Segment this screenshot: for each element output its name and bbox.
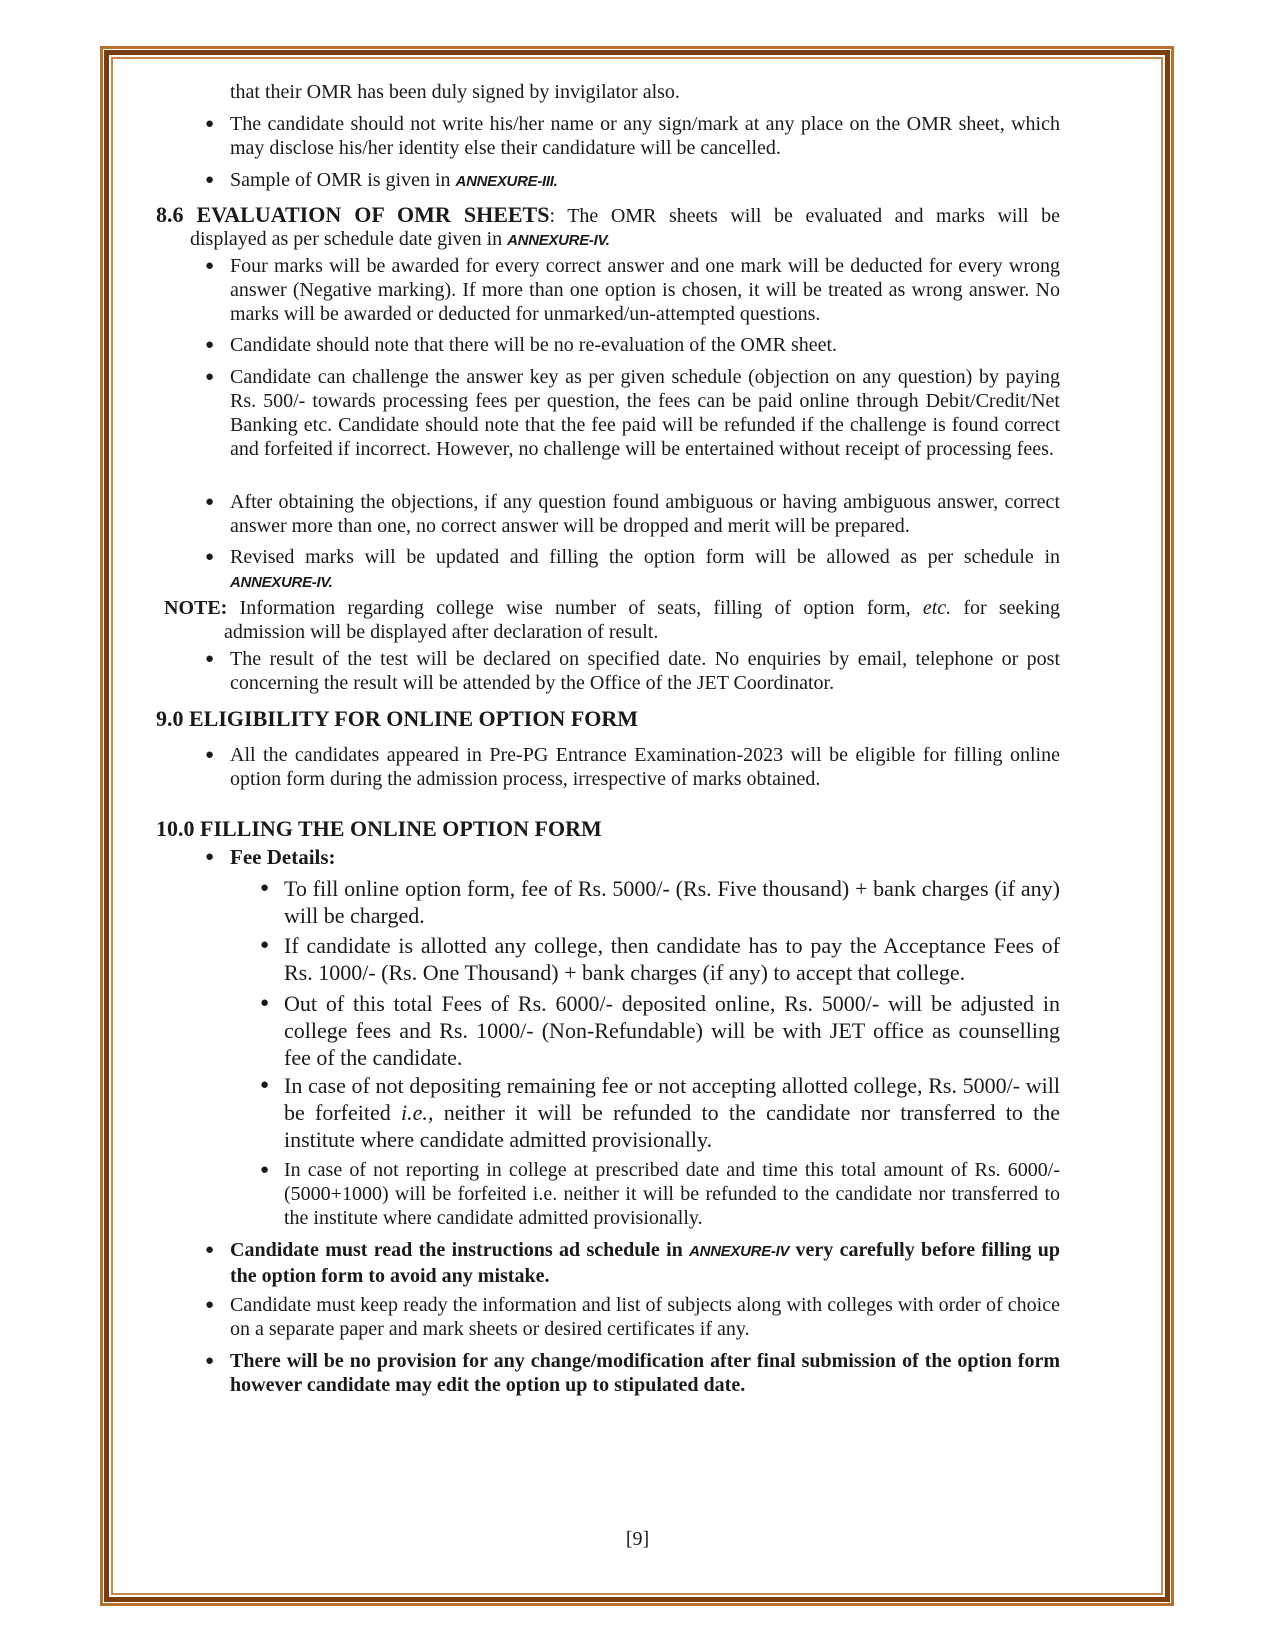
- eval-bullet-objections: After obtaining the objections, if any question found ambiguous or having ambiguous answer, correct answer more than one, no correct answer will be dropped and merit will be prepared.: [230, 491, 1060, 537]
- section-8-6-intro-line2: displayed as per schedule date given in ANNEXURE-IV.: [190, 228, 610, 250]
- note-line1: NOTE: Information regarding college wise number of seats, filling of option form, etc. for seeking: [164, 597, 1060, 619]
- fee-bullet-forfeit: In case of not depositing remaining fee or not accepting allotted college, Rs. 5000/- will be forfeited i.e., neither it will be refunded to the candidate nor transferred to the institute where candidate admitted provisionally.: [284, 1073, 1061, 1152]
- bullet-icon: ●: [205, 849, 215, 865]
- omr-bullet-identity: The candidate should not write his/her name or any sign/mark at any place on the OMR sheet, which may disclose his/her identity else their candidature will be cancelled.: [230, 113, 1060, 159]
- fee-bullet-total: Out of this total Fees of Rs. 6000/- deposited online, Rs. 5000/- will be adjusted in college fees and Rs. 1000/- (Non-Refundable) will be with JET office as counselling fee of the candidate.: [284, 991, 1060, 1070]
- section-8-6-heading: 8.6 EVALUATION OF OMR SHEETS: [156, 202, 550, 227]
- section-10-heading: 10.0 FILLING THE ONLINE OPTION FORM: [156, 816, 602, 841]
- note-bullet-result: The result of the test will be declared on specified date. No enquiries by email, telephone or post concerning the result will be attended by the Office of the JET Coordinator.: [230, 648, 1060, 694]
- bullet-icon: ●: [205, 1242, 215, 1258]
- fee-bullet-option-form: To fill online option form, fee of Rs. 5000/- (Rs. Five thousand) + bank charges (if any) will be charged.: [284, 876, 1060, 928]
- section-8-6-intro: 8.6 EVALUATION OF OMR SHEETS: The OMR sheets will be evaluated and marks will be: [156, 202, 1060, 227]
- bullet-icon: ●: [205, 747, 215, 763]
- bullet-icon: ●: [205, 337, 215, 353]
- bullet-icon: ●: [205, 651, 215, 667]
- bullet-icon: ●: [205, 494, 215, 510]
- bullet-icon: ●: [260, 1077, 270, 1093]
- bullet-icon: ●: [260, 1162, 270, 1178]
- bullet-icon: ●: [205, 116, 215, 132]
- option-bullet-read-instructions: Candidate must read the instructions ad schedule in ANNEXURE-IV very carefully before filling up the option form to avoid any mistake.: [230, 1239, 1060, 1287]
- fee-details-label: Fee Details:: [230, 845, 336, 869]
- eval-bullet-revised: Revised marks will be updated and filling the option form will be allowed as per schedule in: [230, 546, 1060, 568]
- bullet-icon: ●: [260, 880, 270, 896]
- bullet-icon: ●: [260, 937, 270, 953]
- bullet-icon: ●: [205, 258, 215, 274]
- note-label: NOTE:: [164, 597, 228, 619]
- note-line2: admission will be displayed after declaration of result.: [224, 621, 659, 643]
- omr-bullet-sample: Sample of OMR is given in ANNEXURE-III.: [230, 169, 558, 191]
- bullet-icon: ●: [205, 369, 215, 385]
- fee-bullet-acceptance: If candidate is allotted any college, then candidate has to pay the Acceptance Fees of Rs. 1000/- (Rs. One Thousand) + bank charges (if any) to accept that college.: [284, 933, 1060, 985]
- eval-bullet-marking: Four marks will be awarded for every correct answer and one mark will be deducted for every wrong answer (Negative marking). If more than one option is chosen, it will be treated as wrong answer. No marks will be awarded or deducted for unmarked/un-attempted questions.: [230, 255, 1060, 325]
- eval-bullet-no-reeval: Candidate should note that there will be no re-evaluation of the OMR sheet.: [230, 334, 838, 356]
- section-9-heading: 9.0 ELIGIBILITY FOR ONLINE OPTION FORM: [156, 706, 639, 731]
- annexure-ref: ANNEXURE-IV.: [230, 574, 333, 591]
- option-bullet-no-change: There will be no provision for any change/modification after final submission of the option form however candidate may edit the option up to stipulated date.: [230, 1350, 1060, 1396]
- annexure-ref: ANNEXURE-III.: [455, 173, 558, 190]
- bullet-icon: ●: [205, 172, 215, 188]
- eligibility-bullet: All the candidates appeared in Pre-PG Entrance Examination-2023 will be eligible for filling online option form during the admission process, irrespective of marks obtained.: [230, 744, 1060, 790]
- option-bullet-keep-ready: Candidate must keep ready the information and list of subjects along with colleges with order of choice on a separate paper and mark sheets or desired certificates if any.: [230, 1294, 1060, 1340]
- bullet-icon: ●: [205, 549, 215, 565]
- eval-bullet-revised-annexure: [230, 569, 1060, 595]
- fee-bullet-not-reporting: In case of not reporting in college at prescribed date and time this total amount of Rs. 6000/- (5000+1000) will be forfeited i.e. neither it will be refunded to the candidate nor transferred to the institute where candidate admitted provisionally.: [284, 1159, 1060, 1229]
- bullet-icon: ●: [205, 1353, 215, 1369]
- omr-continued-line: that their OMR has been duly signed by invigilator also.: [230, 81, 680, 103]
- page-number: [9]: [625, 1528, 650, 1550]
- eval-bullet-challenge: Candidate can challenge the answer key as per given schedule (objection on any question) by paying Rs. 500/- towards processing fees per question, the fees can be paid online through Debit/Credit/Net Banking etc. Candidate should note that the fee paid will be refunded if the challenge is found correct and forfeited if incorrect. However, no challenge will be entertained without receipt of processing fees.: [230, 366, 1060, 460]
- annexure-ref: ANNEXURE-IV.: [507, 232, 610, 249]
- bullet-icon: ●: [260, 995, 270, 1011]
- bullet-icon: ●: [205, 1297, 215, 1313]
- annexure-ref: ANNEXURE-IV: [689, 1243, 790, 1260]
